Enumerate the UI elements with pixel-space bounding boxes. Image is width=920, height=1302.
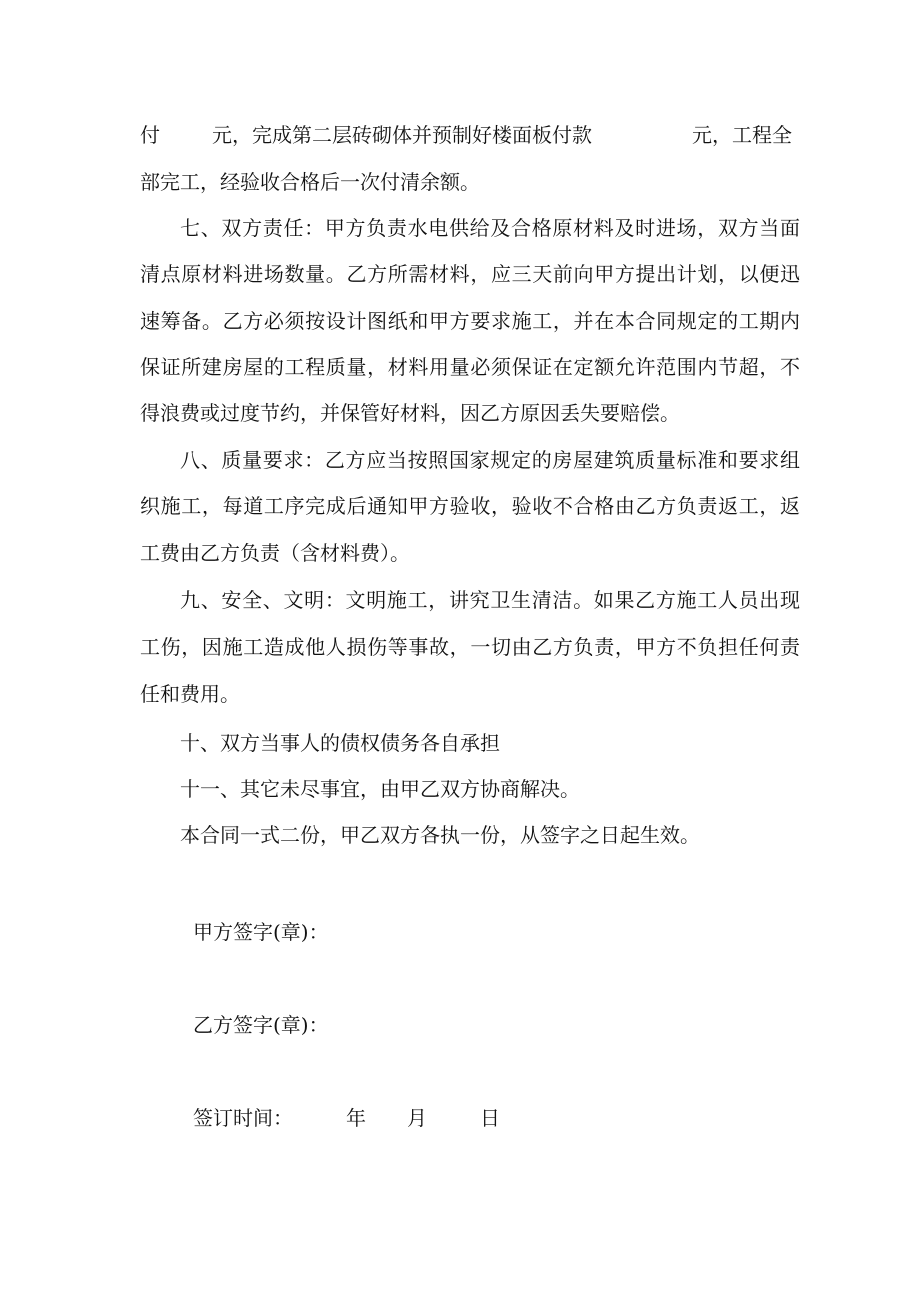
clause8-line-1: 八、质量要求：乙方应当按照国家规定的房屋建筑质量标准和要求组 (180, 448, 800, 472)
date-month: 月 (407, 1106, 427, 1130)
payment-mid: 元，完成第二层砖砌体并预制好楼面板付款 (212, 123, 592, 147)
payment-line-2: 部完工，经验收合格后一次付清余额。 (140, 170, 480, 194)
clause10: 十、双方当事人的债权债务各自承担 (180, 731, 500, 755)
clause8-line-2: 织施工，每道工序完成后通知甲方验收，验收不合格由乙方负责返工，返 (140, 494, 800, 518)
clause8-line-3: 工费由乙方负责（含材料费）。 (140, 541, 410, 565)
signing-date (193, 1103, 693, 1133)
payment-pay: 付 (140, 123, 160, 147)
date-year: 年 (346, 1106, 366, 1130)
clause7-line-4: 保证所建房屋的工程质量，材料用量必须保证在定额允许范围内节超，不 (140, 355, 800, 379)
clause9-line-2: 工伤，因施工造成他人损伤等事故，一切由乙方负责，甲方不负担任何责 (140, 635, 800, 659)
payment-end: 元，工程全 (692, 123, 792, 147)
date-day: 日 (480, 1106, 500, 1130)
clause9-line-3: 任和费用。 (140, 682, 240, 706)
clause7-line-2: 清点原材料进场数量。乙方所需材料，应三天前向甲方提出计划，以便迅 (140, 262, 800, 286)
party-b-signature: 乙方签字(章)： (193, 1013, 329, 1037)
payment-line-1 (140, 120, 800, 150)
clause11: 十一、其它未尽事宜，由甲乙双方协商解决。 (180, 777, 580, 801)
clause9-line-1: 九、安全、文明：文明施工，讲究卫生清洁。如果乙方施工人员出现 (180, 588, 800, 612)
party-a-signature: 甲方签字(章)： (193, 920, 329, 944)
date-label: 签订时间： (193, 1106, 293, 1130)
clause7-line-5: 得浪费或过度节约，并保管好材料，因乙方原因丢失要赔偿。 (140, 401, 680, 425)
closing-statement: 本合同一式二份，甲乙双方各执一份，从签字之日起生效。 (180, 823, 700, 847)
clause7-line-3: 速筹备。乙方必须按设计图纸和甲方要求施工，并在本合同规定的工期内 (140, 309, 800, 333)
clause7-line-1: 七、双方责任：甲方负责水电供给及合格原材料及时进场，双方当面 (180, 216, 800, 240)
